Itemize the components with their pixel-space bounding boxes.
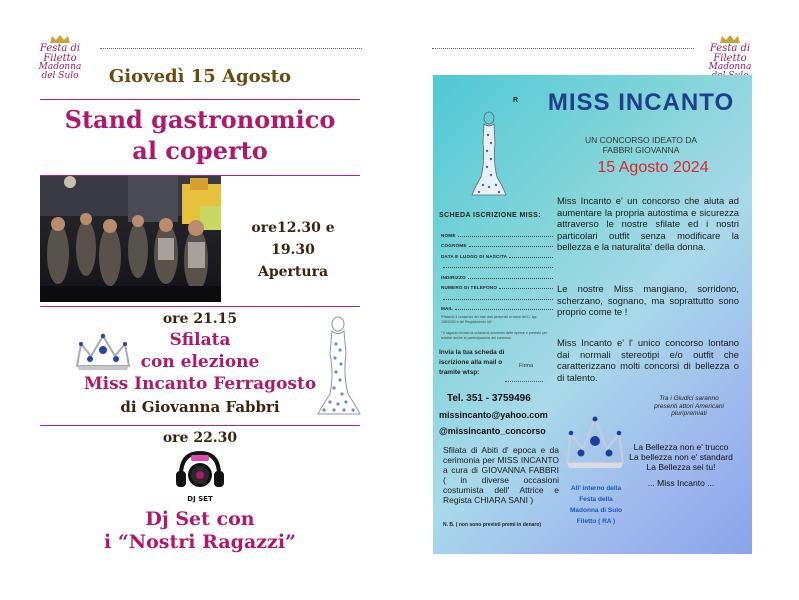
sfilata-subtitle: con elezione [140, 352, 260, 372]
judges-note [629, 395, 749, 418]
venue-line1: All' interno della [570, 485, 622, 492]
form-field-label: DATA E LUOGO DI NASCITA [441, 253, 508, 259]
dj-time: ore 22.30 [162, 430, 238, 446]
send-instructions [439, 348, 504, 378]
quote-line2: La bellezza non e' standard [629, 452, 733, 462]
form-field-line[interactable] [455, 309, 553, 310]
quote-line1: La Bellezza non e' trucco [633, 442, 729, 452]
dj-set-logo [173, 447, 227, 503]
sfilata-description: Sfilata di Abiti d' epoca e da cerimonia per MISS INCANTO a cura di GIOVANNA FABBRI ( in diverse occasioni costumista dell' Attrice e Regista CHIARA SANI ) [443, 445, 559, 505]
logo-line2: Madonna del Sulo [38, 62, 82, 81]
flyer-subtitle-2: FABBRI GIOVANNA [602, 145, 680, 155]
send-line2: iscrizione alla mail o [439, 359, 503, 366]
form-field-line[interactable] [468, 278, 553, 279]
quote-block [611, 442, 751, 488]
send-line3: tramite wtsp: [439, 369, 480, 376]
quote-line3: La Bellezza sei tu! [646, 462, 716, 472]
venue-line4: Filetto ( RA ) [576, 518, 616, 525]
judges-line2: presenti attori Americani [654, 402, 724, 410]
form-field-row[interactable] [441, 227, 553, 238]
stand-line2: al coperto [132, 136, 268, 165]
form-field-label: MAIL [441, 306, 454, 311]
venue-info [557, 483, 635, 527]
header-divider-left [100, 48, 362, 49]
registration-form [441, 227, 553, 311]
description-para-2: Le nostre Miss mangiano, sorridono, scherzano, sognano, ma soprattutto sono proprio come te ! [557, 283, 739, 317]
judges-line1: Tra i Giudici saranno [659, 395, 719, 402]
contact-tel: Tel. 351 - 3759496 [447, 393, 531, 404]
form-field-line[interactable] [469, 246, 553, 247]
sfilata-time: ore 21.15 [162, 311, 238, 327]
event-date-heading: Giovedì 15 Agosto [108, 66, 292, 87]
form-field-label: INDIRIZZO [441, 274, 466, 280]
form-field-label: NUMERO DI TELEFONO [441, 285, 498, 290]
dj-set-badge: DJ SET [187, 495, 213, 503]
dress-figure-icon [469, 111, 509, 197]
venue-line2: Festa della [579, 496, 613, 503]
contact-instagram[interactable]: @missincanto_concorso [439, 426, 546, 436]
form-field-row[interactable] [441, 259, 553, 270]
form-field-line[interactable] [443, 299, 553, 300]
judges-line3: pluripremiati [671, 410, 707, 417]
logo-line2: Madonna [708, 62, 752, 72]
divider [40, 306, 360, 307]
logo-line1: Festa di Filetto [39, 43, 81, 64]
consent-note-1: *Rilascio il consenso dei miei dati personali ai sensi del D. lgs. 196/2003 e del Regolamento UE [441, 315, 538, 324]
dj-set-title: Dj Set con [145, 508, 255, 530]
signature-label: Firma [519, 363, 534, 369]
flyer-title: MISS INCANTO [547, 89, 735, 116]
form-field-row[interactable] [441, 301, 553, 312]
crowd-photo-image [40, 176, 221, 302]
send-line1: Invia la tua scheda di [439, 349, 505, 356]
header-divider-right [432, 48, 694, 49]
dj-set-subtitle: i “Nostri Ragazzi” [104, 531, 296, 553]
registered-mark: R [513, 97, 519, 104]
stand-gastronomico-heading [40, 104, 360, 166]
divider [40, 425, 360, 426]
description-para-1: Miss Incanto e' un concorso che aiuta ad aumentare la propria autostima e sicurezza attraverso le nostre sfilate ed i nostri particolari outfit senza modificare la bellezza e la naturalita' della donna. [557, 195, 739, 252]
form-field-row[interactable] [441, 248, 553, 259]
form-title: SCHEDA ISCRIZIONE MISS: [439, 212, 541, 219]
consent-note-2: * Il ragazzo inviato la scheda al momento delle riprese e previsto per relative anche la partecipazione del concorso. [441, 331, 548, 340]
flyer-date: 15 Agosto 2024 [597, 159, 709, 176]
footnote: N. B. ( non sono previsti premi in denaro) [443, 522, 542, 528]
festa-logo-right [702, 34, 758, 74]
quote-line4: ... Miss Incanto ... [647, 478, 715, 488]
divider [40, 99, 360, 100]
form-field-row[interactable] [441, 290, 553, 301]
form-field-line[interactable] [509, 257, 553, 258]
description-para-3: Miss Incanto e' l' unico concorso lontano dai normali stereotipi e/o outfit che caratterizzano molti concorsi di bellezza o di talento. [557, 337, 739, 383]
venue-line3: Madonna di Sulo [570, 507, 622, 514]
form-field-line[interactable] [458, 236, 553, 237]
contact-email[interactable]: missincanto@yahoo.com [439, 410, 548, 420]
form-field-label: NOME [441, 232, 456, 238]
sfilata-organizer: di Giovanna Fabbri [120, 398, 280, 416]
stand-line1: Stand gastronomico [64, 105, 336, 134]
form-field-line[interactable] [443, 267, 553, 268]
miss-incanto-ferragosto: Miss Incanto Ferragosto [83, 374, 317, 394]
logo-line1: Festa di Filetto [709, 43, 751, 64]
signature-line [505, 381, 543, 382]
opening-label: Apertura [257, 264, 329, 280]
form-field-row[interactable] [441, 269, 553, 280]
flyer-subtitle-1: UN CONCORSO IDEATO DA [584, 135, 698, 145]
opening-times [228, 217, 358, 283]
headphones-icon [173, 447, 227, 491]
sfilata-title: Sfilata [169, 330, 231, 350]
form-field-row[interactable] [441, 238, 553, 249]
form-field-row[interactable] [441, 280, 553, 291]
form-field-label: COGNOME [441, 243, 467, 248]
crowd-photo [40, 176, 221, 302]
miss-incanto-flyer [433, 75, 752, 554]
opening-hours: ore12.30 e 19.30 [251, 220, 335, 258]
form-field-line[interactable] [499, 288, 553, 289]
